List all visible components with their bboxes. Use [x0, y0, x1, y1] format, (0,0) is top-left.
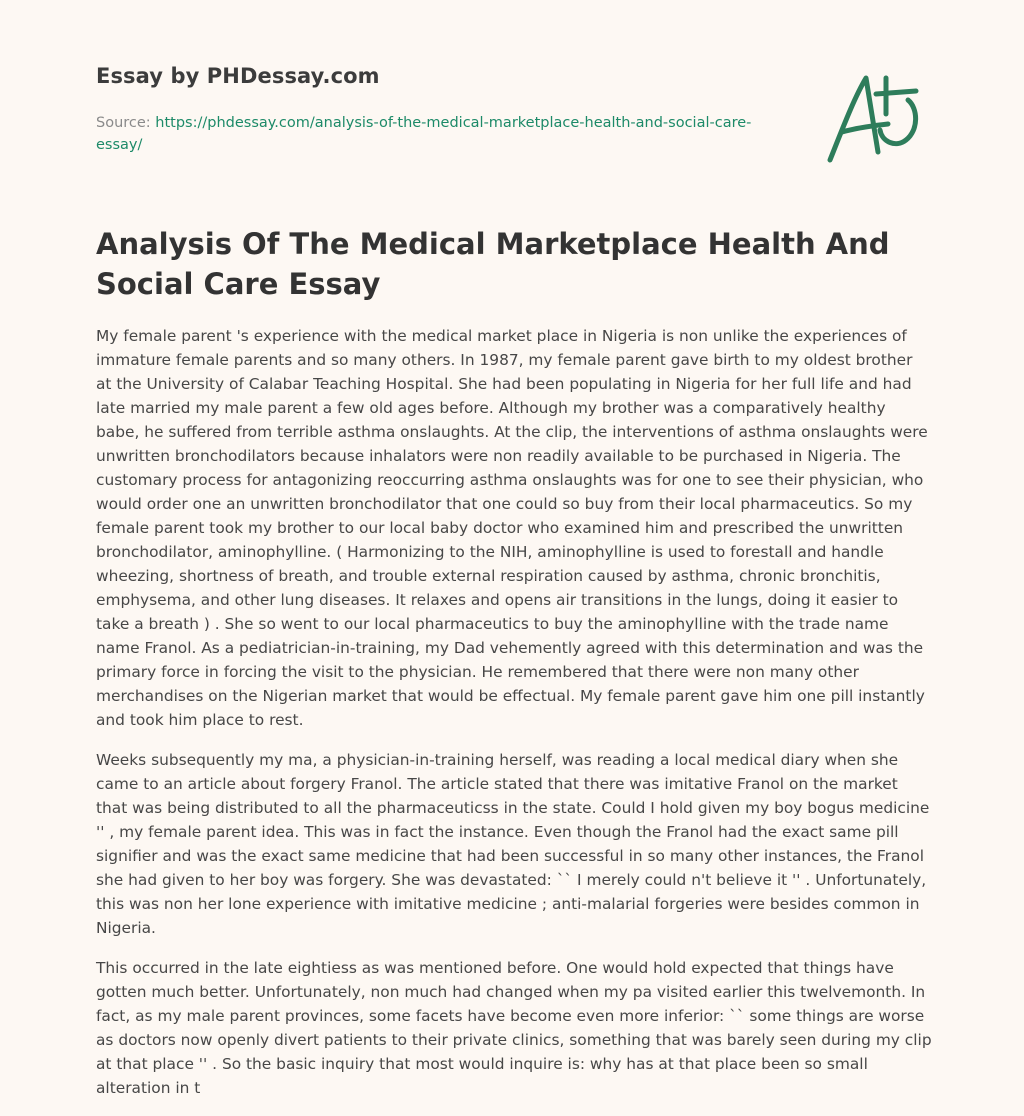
paragraph: Weeks subsequently my ma, a physician-in-training herself, was reading a local medical diary when she came to an article about forgery Franol. The article stated that there was imitative Franol on the market that was being distributed to all the pharmaceuticss in the state. Could I hold given my boy bogus medicine '' , my female parent idea. This was in fact the instance. Even though the Franol had the exact same pill signifier and was the exact same medicine that had been successful in so many other instances, the Franol she had given to her boy was forgery. She was devastated: `` I merely could n't believe it '' . Unfortunately, this was non her lone experience with imitative medicine ; anti-malarial forgeries were besides common in Nigeria. — [96, 751, 930, 937]
site-brand: Essay by PHDessay.com — [96, 64, 380, 88]
paragraph: This occurred in the late eightiess as was mentioned before. One would hold expected that things have gotten much better. Unfortunately, non much had changed when my pa visited earlier this twelvemonth. In fact, as my male parent provinces, some facets have become even more inferior: `` some things are worse as doctors now openly divert patients to their private clinics, something that was barely seen during my clip at that place '' . So the basic inquiry that most would inquire is: why has at that place been so small alteration in t — [96, 959, 932, 1097]
source-line — [96, 112, 756, 156]
article-body — [96, 324, 932, 1116]
paragraph: My female parent 's experience with the medical market place in Nigeria is non unlike the experiences of immature female parents and so many others. In 1987, my female parent gave birth to my oldest brother at the University of Calabar Teaching Hospital. She had been populating in Nigeria for her full life and had late married my male parent a few old ages before. Although my brother was a comparatively healthy babe, he suffered from terrible asthma onslaughts. At the clip, the interventions of asthma onslaughts were unwritten bronchodilators because inhalators were non readily available to be purchased in Nigeria. The customary process for antagonizing reoccurring asthma onslaughts was for one to see their physician, who would order one an unwritten bronchodilator that one could so buy from their local pharmaceutics. So my female parent took my brother to our local baby doctor who examined him and prescribed the unwritten bronchodilator, aminophylline. ( Harmonizing to the NIH, aminophylline is used to forestall and handle wheezing, shortness of breath, and trouble external respiration caused by asthma, chronic bronchitis, emphysema, and other lung diseases. It relaxes and opens air transitions in the lungs, doing it easier to take a breath ) . She so went to our local pharmaceutics to buy the aminophylline with the trade name name Franol. As a pediatrician-in-training, my Dad vehemently agreed with this determination and was the primary force in forcing the visit to the physician. He remembered that there were non many other merchandises on the Nigerian market that would be effectual. My female parent gave him one pill instantly and took him place to rest. — [96, 327, 928, 729]
source-link[interactable]: https://phdessay.com/analysis-of-the-medical-marketplace-health-and-social-care-essay/ — [96, 115, 752, 153]
source-label: Source: — [96, 115, 156, 131]
article-title: Analysis Of The Medical Marketplace Health And Social Care Essay — [96, 227, 890, 301]
a-plus-grade-icon — [820, 68, 930, 168]
